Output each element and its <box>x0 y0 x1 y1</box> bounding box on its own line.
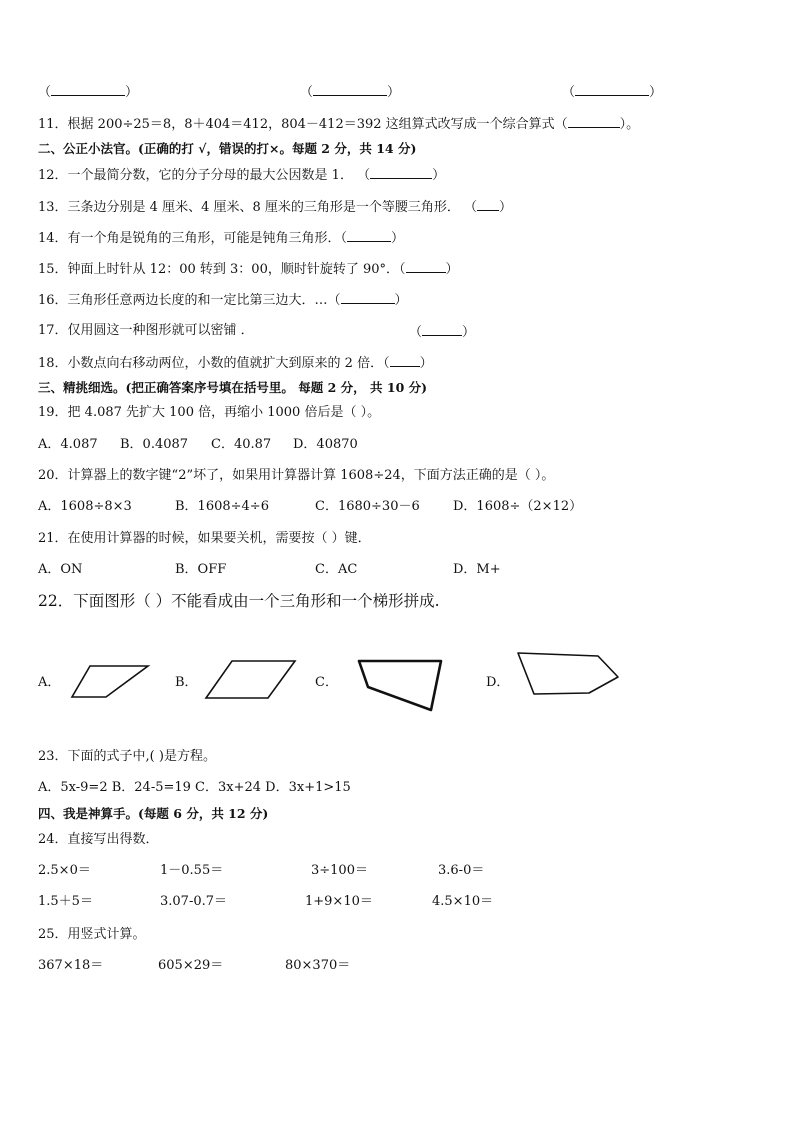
answer-blank-3[interactable]: （ ） <box>562 85 663 100</box>
section-4-heading: 四、我是神算手。(每题 6 分，共 12 分) <box>38 806 269 821</box>
section-2-heading: 二、公正小法官。(正确的打 √，错误的打×。每题 2 分，共 14 分) <box>38 141 417 156</box>
answer-blank[interactable] <box>347 229 391 242</box>
answer-blank[interactable] <box>341 291 395 304</box>
question-22: 22．下面图形（ ）不能看成由一个三角形和一个梯形拼成. <box>38 592 440 610</box>
question-11: 11．根据 200÷25＝8，8＋404＝412，804－412＝392 这组算式改写成一个综合算式（ ）。 <box>38 117 640 132</box>
q24-item-3: 3÷100＝ <box>311 863 368 878</box>
q24-item-2: 1－0.55＝ <box>160 863 224 878</box>
answer-blank[interactable] <box>370 166 432 179</box>
parallelogram-b-figure <box>205 660 297 700</box>
question-18: 18．小数点向右移动两位，小数的值就扩大到原来的 2 倍．（ ） <box>38 356 433 371</box>
question-16: 16．三角形任意两边长度的和一定比第三边大．…（ ） <box>38 293 408 308</box>
answer-blank-2[interactable]: （ ） <box>300 85 401 100</box>
q20-option-a[interactable]: A．1608÷8×3 <box>38 499 132 514</box>
answer-blank[interactable] <box>390 354 420 367</box>
q19-option-d[interactable]: D．40870 <box>293 437 358 452</box>
question-17: 17．仅用圆这一种图形就可以密铺 ． <box>38 323 254 338</box>
q20-option-b[interactable]: B．1608÷4÷6 <box>175 499 269 514</box>
answer-blank[interactable] <box>406 260 446 273</box>
q23-options[interactable]: A．5x-9=2 B．24-5=19 C．3x+24 D．3x+1>15 <box>38 780 351 795</box>
answer-blank[interactable] <box>568 115 620 128</box>
question-25: 25．用竖式计算。 <box>38 927 146 942</box>
q19-option-b[interactable]: B．0.4087 <box>120 437 189 452</box>
q21-option-a[interactable]: A．ON <box>38 562 83 577</box>
question-12: 12．一个最简分数，它的分子分母的最大公因数是 1． （ ） <box>38 168 446 183</box>
q21-option-d[interactable]: D．M+ <box>453 562 501 577</box>
question-21: 21．在使用计算器的时候，如果要关机，需要按（ ）键． <box>38 531 371 546</box>
q25-item-3: 80×370＝ <box>285 958 351 973</box>
question-23: 23．下面的式子中,( )是方程。 <box>38 749 216 764</box>
question-15: 15．钟面上时针从 12：00 转到 3：00，顺时针旋转了 90°．（ ） <box>38 262 459 277</box>
q19-option-c[interactable]: C．40.87 <box>211 437 272 452</box>
question-20: 20．计算器上的数字键“2”坏了，如果用计算器计算 1608÷24，下面方法正确的是（ ）。 <box>38 468 555 483</box>
q20-option-c[interactable]: C．1680÷30－6 <box>315 499 420 514</box>
q24-item-6: 3.07-0.7＝ <box>160 894 228 909</box>
q21-option-b[interactable]: B．OFF <box>175 562 227 577</box>
question-13: 13．三条边分别是 4 厘米、4 厘米、8 厘米的三角形是一个等腰三角形． （ ） <box>38 200 513 215</box>
answer-blank-1[interactable]: （ ） <box>38 85 139 100</box>
q24-item-7: 1+9×10＝ <box>305 894 373 909</box>
q24-item-1: 2.5×0＝ <box>38 863 91 878</box>
q24-item-4: 3.6-0＝ <box>438 863 485 878</box>
question-17-blank[interactable]: （ ） <box>409 325 476 340</box>
q22-option-d-label[interactable]: D． <box>486 675 510 690</box>
section-3-heading: 三、精挑细选。(把正确答案序号填在括号里。 每题 2 分， 共 10 分) <box>38 380 428 395</box>
parallelogram-a-figure <box>70 664 150 700</box>
q25-item-2: 605×29＝ <box>158 958 224 973</box>
q21-option-c[interactable]: C．AC <box>315 562 358 577</box>
answer-blank[interactable] <box>477 198 499 211</box>
question-19: 19．把 4.087 先扩大 100 倍，再缩小 1000 倍后是（ ）。 <box>38 405 381 420</box>
q24-item-8: 4.5×10＝ <box>432 894 494 909</box>
q25-item-1: 367×18＝ <box>38 958 104 973</box>
quadrilateral-c-figure <box>356 657 446 715</box>
q20-option-d[interactable]: D．1608÷（2×12） <box>453 499 583 514</box>
q22-option-b-label[interactable]: B． <box>175 675 198 690</box>
q24-item-5: 1.5＋5＝ <box>38 894 93 909</box>
pentagon-d-figure <box>514 650 622 698</box>
q22-option-a-label[interactable]: A． <box>38 675 61 690</box>
q19-option-a[interactable]: A．4.087 <box>38 437 98 452</box>
q22-option-c-label[interactable]: C． <box>315 675 338 690</box>
question-14: 14．有一个角是锐角的三角形，可能是钝角三角形．（ ） <box>38 231 405 246</box>
question-24: 24．直接写出得数． <box>38 832 159 847</box>
